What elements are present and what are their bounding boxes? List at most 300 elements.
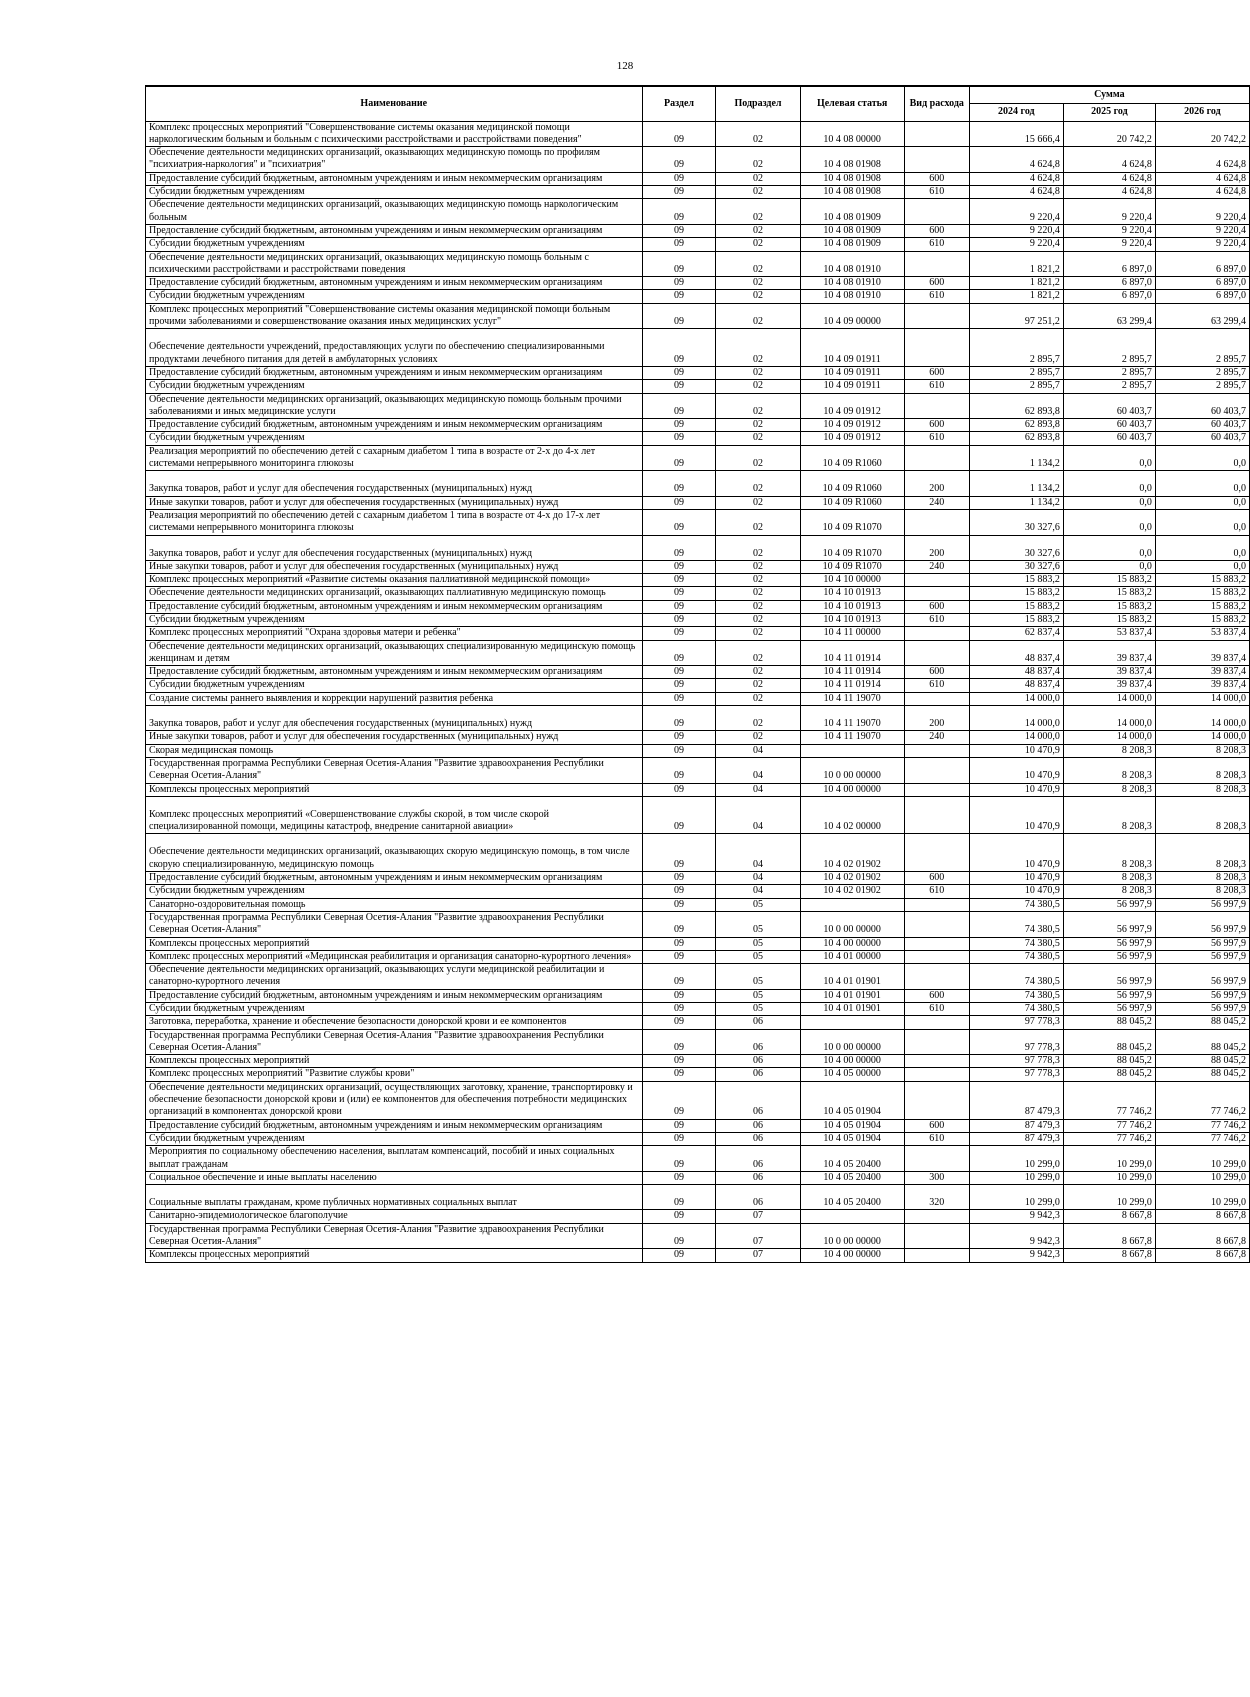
row-name: Государственная программа Республики Северная Осетия-Алания "Развитие здравоохранения Республики Северная Осетия-Алания" — [146, 1029, 643, 1055]
row-subsection: 04 — [716, 796, 800, 834]
row-amount-2025: 88 045,2 — [1063, 1016, 1155, 1029]
row-expense-type — [904, 251, 969, 277]
row-section: 09 — [642, 666, 716, 679]
table-row — [146, 744, 1250, 757]
row-subsection: 05 — [716, 898, 800, 911]
row-target: 10 4 09 01912 — [800, 393, 904, 419]
header-year-2025: 2025 год — [1063, 104, 1155, 121]
row-amount-2024: 2 895,7 — [969, 329, 1063, 367]
table-row — [146, 1016, 1250, 1029]
row-subsection: 06 — [716, 1132, 800, 1145]
row-target: 10 0 00 00000 — [800, 1223, 904, 1249]
row-subsection: 02 — [716, 496, 800, 509]
table-row — [146, 1185, 1250, 1210]
row-target: 10 4 09 R1070 — [800, 535, 904, 560]
row-subsection: 04 — [716, 757, 800, 783]
row-name: Комплекс процессных мероприятий "Совершенствование системы оказания медицинской помощи наркологическим больным и больным с психическими расстройствами и расстройствами поведения" — [146, 121, 643, 147]
row-name: Государственная программа Республики Северная Осетия-Алания "Развитие здравоохранения Республики Северная Осетия-Алания" — [146, 911, 643, 937]
row-subsection: 02 — [716, 666, 800, 679]
row-target: 10 4 10 01913 — [800, 587, 904, 600]
table-row — [146, 303, 1250, 329]
row-expense-type — [904, 757, 969, 783]
row-amount-2025: 14 000,0 — [1063, 692, 1155, 705]
row-amount-2026: 9 220,4 — [1155, 224, 1249, 237]
row-expense-type: 200 — [904, 706, 969, 731]
row-expense-type — [904, 1210, 969, 1223]
row-amount-2025: 0,0 — [1063, 471, 1155, 496]
row-target: 10 4 10 00000 — [800, 574, 904, 587]
row-amount-2024: 1 134,2 — [969, 471, 1063, 496]
row-amount-2024: 1 134,2 — [969, 496, 1063, 509]
row-amount-2026: 6 897,0 — [1155, 277, 1249, 290]
row-amount-2025: 2 895,7 — [1063, 380, 1155, 393]
row-amount-2024: 97 778,3 — [969, 1068, 1063, 1081]
row-amount-2025: 10 299,0 — [1063, 1171, 1155, 1184]
row-amount-2026: 53 837,4 — [1155, 627, 1249, 640]
row-subsection: 02 — [716, 445, 800, 471]
row-name: Иные закупки товаров, работ и услуг для обеспечения государственных (муниципальных) нужд — [146, 496, 643, 509]
row-amount-2025: 0,0 — [1063, 509, 1155, 535]
row-expense-type — [904, 1223, 969, 1249]
row-amount-2024: 30 327,6 — [969, 535, 1063, 560]
row-name: Субсидии бюджетным учреждениям — [146, 679, 643, 692]
row-target: 10 4 08 01908 — [800, 186, 904, 199]
row-name: Комплекс процессных мероприятий "Развитие службы крови" — [146, 1068, 643, 1081]
table-row — [146, 989, 1250, 1002]
row-amount-2025: 8 667,8 — [1063, 1249, 1155, 1262]
row-section: 09 — [642, 872, 716, 885]
row-amount-2024: 62 893,8 — [969, 432, 1063, 445]
row-name: Субсидии бюджетным учреждениям — [146, 380, 643, 393]
row-target: 10 4 05 20400 — [800, 1146, 904, 1172]
row-section: 09 — [642, 1210, 716, 1223]
row-amount-2024: 2 895,7 — [969, 366, 1063, 379]
row-amount-2025: 0,0 — [1063, 496, 1155, 509]
row-amount-2026: 10 299,0 — [1155, 1146, 1249, 1172]
row-name: Предоставление субсидий бюджетным, автономным учреждениям и иным некоммерческим организациям — [146, 172, 643, 185]
table-row — [146, 692, 1250, 705]
row-name: Субсидии бюджетным учреждениям — [146, 290, 643, 303]
row-expense-type — [904, 744, 969, 757]
row-subsection: 05 — [716, 989, 800, 1002]
row-expense-type: 300 — [904, 1171, 969, 1184]
row-amount-2025: 9 220,4 — [1063, 199, 1155, 225]
row-amount-2025: 8 208,3 — [1063, 783, 1155, 796]
row-amount-2024: 9 220,4 — [969, 199, 1063, 225]
row-amount-2026: 4 624,8 — [1155, 147, 1249, 173]
row-amount-2024: 9 942,3 — [969, 1210, 1063, 1223]
row-amount-2025: 56 997,9 — [1063, 989, 1155, 1002]
row-amount-2026: 20 742,2 — [1155, 121, 1249, 147]
row-name: Иные закупки товаров, работ и услуг для обеспечения государственных (муниципальных) нужд — [146, 731, 643, 744]
row-target: 10 4 09 01911 — [800, 366, 904, 379]
table-row — [146, 290, 1250, 303]
row-amount-2026: 8 208,3 — [1155, 796, 1249, 834]
row-amount-2025: 88 045,2 — [1063, 1029, 1155, 1055]
row-name: Санитарно-эпидемиологическое благополучие — [146, 1210, 643, 1223]
row-amount-2025: 56 997,9 — [1063, 898, 1155, 911]
row-expense-type — [904, 950, 969, 963]
row-name: Государственная программа Республики Северная Осетия-Алания "Развитие здравоохранения Республики Северная Осетия-Алания" — [146, 1223, 643, 1249]
row-subsection: 02 — [716, 251, 800, 277]
row-target: 10 4 08 01909 — [800, 238, 904, 251]
row-amount-2026: 2 895,7 — [1155, 366, 1249, 379]
row-amount-2025: 14 000,0 — [1063, 731, 1155, 744]
row-amount-2024: 14 000,0 — [969, 731, 1063, 744]
table-row — [146, 706, 1250, 731]
row-amount-2026: 39 837,4 — [1155, 679, 1249, 692]
row-amount-2026: 8 667,8 — [1155, 1210, 1249, 1223]
row-amount-2024: 87 479,3 — [969, 1132, 1063, 1145]
row-expense-type: 600 — [904, 277, 969, 290]
budget-table — [145, 85, 1250, 1263]
row-section: 09 — [642, 147, 716, 173]
row-amount-2025: 9 220,4 — [1063, 224, 1155, 237]
row-subsection: 05 — [716, 964, 800, 990]
row-amount-2024: 2 895,7 — [969, 380, 1063, 393]
row-amount-2024: 48 837,4 — [969, 640, 1063, 666]
row-name: Государственная программа Республики Северная Осетия-Алания "Развитие здравоохранения Республики Северная Осетия-Алания" — [146, 757, 643, 783]
row-target: 10 4 10 01913 — [800, 613, 904, 626]
row-expense-type — [904, 509, 969, 535]
row-target: 10 4 08 01910 — [800, 290, 904, 303]
row-target: 10 4 00 00000 — [800, 937, 904, 950]
table-header — [146, 86, 1250, 121]
row-expense-type: 610 — [904, 1003, 969, 1016]
row-amount-2026: 14 000,0 — [1155, 731, 1249, 744]
row-section: 09 — [642, 1081, 716, 1119]
table-row — [146, 872, 1250, 885]
row-amount-2025: 56 997,9 — [1063, 964, 1155, 990]
row-expense-type: 240 — [904, 560, 969, 573]
table-row — [146, 1249, 1250, 1262]
table-row — [146, 393, 1250, 419]
row-section: 09 — [642, 885, 716, 898]
row-amount-2024: 14 000,0 — [969, 706, 1063, 731]
row-amount-2024: 10 470,9 — [969, 872, 1063, 885]
row-subsection: 06 — [716, 1068, 800, 1081]
row-expense-type: 610 — [904, 238, 969, 251]
table-row — [146, 121, 1250, 147]
row-amount-2024: 1 821,2 — [969, 290, 1063, 303]
row-section: 09 — [642, 627, 716, 640]
row-section: 09 — [642, 692, 716, 705]
row-amount-2026: 77 746,2 — [1155, 1132, 1249, 1145]
row-subsection: 05 — [716, 950, 800, 963]
row-target: 10 4 05 01904 — [800, 1132, 904, 1145]
row-amount-2025: 2 895,7 — [1063, 366, 1155, 379]
row-amount-2025: 6 897,0 — [1063, 290, 1155, 303]
row-amount-2026: 2 895,7 — [1155, 329, 1249, 367]
row-amount-2025: 9 220,4 — [1063, 238, 1155, 251]
row-amount-2024: 48 837,4 — [969, 679, 1063, 692]
table-row — [146, 1068, 1250, 1081]
row-subsection: 02 — [716, 706, 800, 731]
row-name: Социальное обеспечение и иные выплаты населению — [146, 1171, 643, 1184]
row-amount-2026: 60 403,7 — [1155, 432, 1249, 445]
row-amount-2024: 97 778,3 — [969, 1016, 1063, 1029]
row-subsection: 07 — [716, 1249, 800, 1262]
row-amount-2025: 10 299,0 — [1063, 1146, 1155, 1172]
row-section: 09 — [642, 679, 716, 692]
row-subsection: 02 — [716, 121, 800, 147]
row-section: 09 — [642, 199, 716, 225]
row-amount-2024: 87 479,3 — [969, 1081, 1063, 1119]
row-subsection: 02 — [716, 560, 800, 573]
row-target: 10 0 00 00000 — [800, 911, 904, 937]
row-expense-type — [904, 937, 969, 950]
row-amount-2026: 56 997,9 — [1155, 1003, 1249, 1016]
row-amount-2026: 77 746,2 — [1155, 1119, 1249, 1132]
row-name: Обеспечение деятельности медицинских организаций, оказывающих медицинскую помощь больным с психическими расстройствами и расстройствами поведения — [146, 251, 643, 277]
table-row — [146, 1171, 1250, 1184]
row-amount-2025: 6 897,0 — [1063, 251, 1155, 277]
row-expense-type: 610 — [904, 679, 969, 692]
row-expense-type — [904, 147, 969, 173]
row-section: 09 — [642, 950, 716, 963]
row-amount-2024: 9 220,4 — [969, 224, 1063, 237]
row-amount-2025: 2 895,7 — [1063, 329, 1155, 367]
table-row — [146, 238, 1250, 251]
row-amount-2025: 56 997,9 — [1063, 1003, 1155, 1016]
row-name: Иные закупки товаров, работ и услуг для обеспечения государственных (муниципальных) нужд — [146, 560, 643, 573]
row-amount-2025: 15 883,2 — [1063, 574, 1155, 587]
row-expense-type: 200 — [904, 535, 969, 560]
row-target: 10 4 09 R1060 — [800, 445, 904, 471]
row-name: Обеспечение деятельности медицинских организаций, оказывающих услуги медицинской реабилитации и санаторно-курортного лечения — [146, 964, 643, 990]
row-amount-2024: 1 134,2 — [969, 445, 1063, 471]
row-subsection: 02 — [716, 290, 800, 303]
row-section: 09 — [642, 587, 716, 600]
row-target: 10 4 11 01914 — [800, 679, 904, 692]
row-subsection: 06 — [716, 1146, 800, 1172]
row-target: 10 4 11 19070 — [800, 731, 904, 744]
row-subsection: 05 — [716, 1003, 800, 1016]
row-subsection: 02 — [716, 366, 800, 379]
row-amount-2026: 15 883,2 — [1155, 587, 1249, 600]
header-sum: Сумма — [969, 86, 1249, 104]
row-target: 10 4 09 R1060 — [800, 496, 904, 509]
row-name: Комплексы процессных мероприятий — [146, 937, 643, 950]
row-section: 09 — [642, 911, 716, 937]
row-name: Реализация мероприятий по обеспечению детей с сахарным диабетом 1 типа в возрасте от 4-х до 17-х лет системами непрерывного мониторинга глюкозы — [146, 509, 643, 535]
row-target — [800, 898, 904, 911]
row-name: Заготовка, переработка, хранение и обеспечение безопасности донорской крови и ее компонентов — [146, 1016, 643, 1029]
table-row — [146, 471, 1250, 496]
row-section: 09 — [642, 706, 716, 731]
row-subsection: 02 — [716, 186, 800, 199]
row-amount-2026: 0,0 — [1155, 560, 1249, 573]
row-amount-2025: 20 742,2 — [1063, 121, 1155, 147]
table-row — [146, 277, 1250, 290]
row-amount-2024: 15 883,2 — [969, 600, 1063, 613]
row-target: 10 4 01 01901 — [800, 1003, 904, 1016]
row-subsection: 06 — [716, 1016, 800, 1029]
row-amount-2026: 8 208,3 — [1155, 757, 1249, 783]
table-row — [146, 419, 1250, 432]
row-expense-type — [904, 1016, 969, 1029]
table-row — [146, 885, 1250, 898]
row-section: 09 — [642, 1029, 716, 1055]
row-expense-type — [904, 834, 969, 872]
row-name: Предоставление субсидий бюджетным, автономным учреждениям и иным некоммерческим организациям — [146, 419, 643, 432]
row-amount-2026: 56 997,9 — [1155, 964, 1249, 990]
row-expense-type: 600 — [904, 600, 969, 613]
row-amount-2026: 8 208,3 — [1155, 834, 1249, 872]
row-target: 10 4 08 01910 — [800, 251, 904, 277]
row-amount-2025: 4 624,8 — [1063, 186, 1155, 199]
row-target: 10 4 00 00000 — [800, 783, 904, 796]
row-expense-type — [904, 1081, 969, 1119]
row-expense-type — [904, 199, 969, 225]
row-amount-2026: 15 883,2 — [1155, 613, 1249, 626]
row-amount-2026: 14 000,0 — [1155, 706, 1249, 731]
row-amount-2025: 8 208,3 — [1063, 744, 1155, 757]
row-name: Обеспечение деятельности медицинских организаций, оказывающих медицинскую помощь больным прочими заболеваниями и иных медицинские услуги — [146, 393, 643, 419]
row-name: Обеспечение деятельности медицинских организаций, осуществляющих заготовку, хранение, транспортировку и обеспечение безопасности донорской крови и (или) ее компонентов для обеспечения потребности медицинских организаций в компонентах донорской крови — [146, 1081, 643, 1119]
row-expense-type — [904, 329, 969, 367]
row-target — [800, 1210, 904, 1223]
row-target: 10 4 09 R1060 — [800, 471, 904, 496]
row-amount-2024: 74 380,5 — [969, 950, 1063, 963]
row-name: Субсидии бюджетным учреждениям — [146, 1003, 643, 1016]
row-amount-2025: 88 045,2 — [1063, 1068, 1155, 1081]
row-amount-2026: 6 897,0 — [1155, 251, 1249, 277]
row-name: Создание системы раннего выявления и коррекции нарушений развития ребенка — [146, 692, 643, 705]
table-row — [146, 147, 1250, 173]
row-section: 09 — [642, 121, 716, 147]
table-row — [146, 627, 1250, 640]
row-target: 10 4 00 00000 — [800, 1249, 904, 1262]
table-row — [146, 574, 1250, 587]
table-row — [146, 329, 1250, 367]
row-expense-type — [904, 587, 969, 600]
row-expense-type — [904, 445, 969, 471]
row-subsection: 06 — [716, 1029, 800, 1055]
table-row — [146, 509, 1250, 535]
row-name: Предоставление субсидий бюджетным, автономным учреждениям и иным некоммерческим организациям — [146, 366, 643, 379]
row-subsection: 02 — [716, 303, 800, 329]
row-amount-2026: 0,0 — [1155, 471, 1249, 496]
row-amount-2024: 1 821,2 — [969, 277, 1063, 290]
row-expense-type — [904, 1249, 969, 1262]
row-amount-2026: 39 837,4 — [1155, 666, 1249, 679]
row-expense-type — [904, 627, 969, 640]
table-row — [146, 1081, 1250, 1119]
table-row — [146, 757, 1250, 783]
row-name: Субсидии бюджетным учреждениям — [146, 186, 643, 199]
row-section: 09 — [642, 731, 716, 744]
row-amount-2026: 4 624,8 — [1155, 186, 1249, 199]
table-row — [146, 964, 1250, 990]
row-amount-2024: 9 220,4 — [969, 238, 1063, 251]
row-expense-type: 600 — [904, 1119, 969, 1132]
row-amount-2026: 10 299,0 — [1155, 1185, 1249, 1210]
row-target: 10 4 08 01909 — [800, 199, 904, 225]
row-expense-type — [904, 964, 969, 990]
row-section: 09 — [642, 393, 716, 419]
row-amount-2026: 0,0 — [1155, 509, 1249, 535]
header-section: Раздел — [642, 86, 716, 121]
row-amount-2025: 56 997,9 — [1063, 937, 1155, 950]
row-subsection: 02 — [716, 574, 800, 587]
row-amount-2026: 88 045,2 — [1155, 1068, 1249, 1081]
row-section: 09 — [642, 1016, 716, 1029]
row-amount-2025: 15 883,2 — [1063, 613, 1155, 626]
row-amount-2025: 8 208,3 — [1063, 796, 1155, 834]
row-target: 10 4 05 01904 — [800, 1119, 904, 1132]
row-target: 10 4 09 R1070 — [800, 509, 904, 535]
row-target: 10 4 11 00000 — [800, 627, 904, 640]
row-target: 10 4 05 01904 — [800, 1081, 904, 1119]
row-amount-2024: 97 778,3 — [969, 1055, 1063, 1068]
row-section: 09 — [642, 290, 716, 303]
row-amount-2026: 60 403,7 — [1155, 393, 1249, 419]
row-amount-2025: 77 746,2 — [1063, 1132, 1155, 1145]
row-name: Комплекс процессных мероприятий «Медицинская реабилитация и организация санаторно-курортного лечения» — [146, 950, 643, 963]
row-expense-type: 610 — [904, 380, 969, 393]
row-target: 10 0 00 00000 — [800, 757, 904, 783]
table-row — [146, 1029, 1250, 1055]
row-target: 10 4 01 01901 — [800, 989, 904, 1002]
row-amount-2025: 4 624,8 — [1063, 172, 1155, 185]
row-name: Закупка товаров, работ и услуг для обеспечения государственных (муниципальных) нужд — [146, 706, 643, 731]
row-subsection: 04 — [716, 783, 800, 796]
row-amount-2024: 1 821,2 — [969, 251, 1063, 277]
row-expense-type: 610 — [904, 613, 969, 626]
row-expense-type — [904, 898, 969, 911]
row-name: Комплекс процессных мероприятий «Развитие системы оказания паллиативной медицинской помощи» — [146, 574, 643, 587]
row-amount-2024: 30 327,6 — [969, 509, 1063, 535]
table-row — [146, 783, 1250, 796]
row-subsection: 02 — [716, 393, 800, 419]
row-name: Закупка товаров, работ и услуг для обеспечения государственных (муниципальных) нужд — [146, 535, 643, 560]
row-target: 10 4 02 01902 — [800, 834, 904, 872]
row-target: 10 4 09 01912 — [800, 432, 904, 445]
table-row — [146, 445, 1250, 471]
row-subsection: 05 — [716, 937, 800, 950]
row-amount-2024: 15 883,2 — [969, 613, 1063, 626]
table-row — [146, 1003, 1250, 1016]
row-amount-2026: 88 045,2 — [1155, 1016, 1249, 1029]
row-expense-type: 610 — [904, 885, 969, 898]
row-target: 10 4 09 01911 — [800, 380, 904, 393]
row-target — [800, 1016, 904, 1029]
row-amount-2025: 8 208,3 — [1063, 757, 1155, 783]
row-expense-type — [904, 1068, 969, 1081]
row-subsection: 02 — [716, 277, 800, 290]
row-amount-2024: 10 299,0 — [969, 1171, 1063, 1184]
row-amount-2025: 53 837,4 — [1063, 627, 1155, 640]
row-subsection: 02 — [716, 627, 800, 640]
row-section: 09 — [642, 640, 716, 666]
row-amount-2024: 10 470,9 — [969, 885, 1063, 898]
header-year-2024: 2024 год — [969, 104, 1063, 121]
row-amount-2026: 56 997,9 — [1155, 911, 1249, 937]
row-amount-2026: 10 299,0 — [1155, 1171, 1249, 1184]
row-amount-2026: 56 997,9 — [1155, 937, 1249, 950]
table-row — [146, 600, 1250, 613]
row-amount-2025: 63 299,4 — [1063, 303, 1155, 329]
row-subsection: 02 — [716, 147, 800, 173]
header-name: Наименование — [146, 86, 643, 121]
row-target: 10 4 08 01908 — [800, 147, 904, 173]
row-section: 09 — [642, 172, 716, 185]
row-target: 10 4 01 01901 — [800, 964, 904, 990]
row-name: Санаторно-оздоровительная помощь — [146, 898, 643, 911]
row-amount-2025: 15 883,2 — [1063, 587, 1155, 600]
row-section: 09 — [642, 989, 716, 1002]
